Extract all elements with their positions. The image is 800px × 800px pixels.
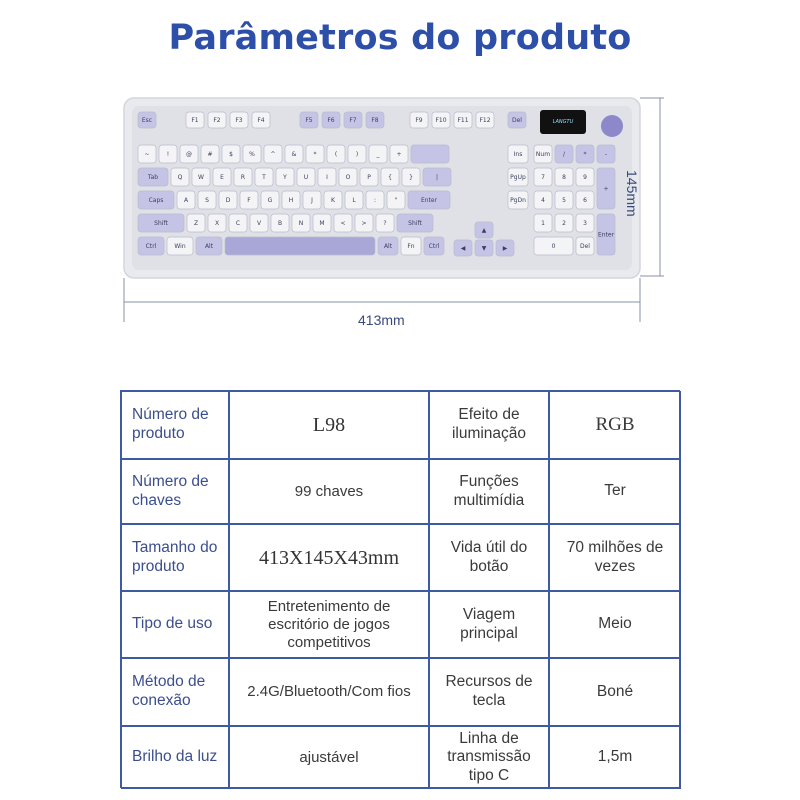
key-arrow-up-label: ▲ [481, 227, 487, 234]
key-r3-5-label: G [267, 197, 273, 204]
width-dimension-label: 413mm [358, 312, 405, 328]
key-fn-4-label: F4 [257, 117, 265, 124]
key-np-9-label: 5 [562, 197, 566, 204]
spec-label-multimedia: Funções multimídia [429, 459, 549, 524]
key-fn-1-label: F1 [191, 117, 199, 124]
key-fn-12-label: F12 [479, 117, 491, 124]
key-r2-11-label: { [388, 174, 392, 181]
spec-label-button-life: Vida útil do botão [429, 524, 549, 591]
spec-label-size: Tamanho do produto [121, 524, 229, 591]
key-np-15-label: 0 [551, 243, 556, 250]
key-nav-2-label: PgDn [510, 197, 526, 204]
key-r1-11-label: _ [376, 151, 380, 158]
key-r4-4-label: V [256, 220, 262, 227]
key-r5-1-label: Win [174, 243, 186, 250]
spec-value-key-count: 99 chaves [229, 459, 429, 524]
key-r5-6-label: Ctrl [428, 243, 440, 250]
key-r4-3-label: C [235, 220, 241, 227]
key-r5-0-label: Ctrl [145, 243, 157, 250]
key-np-3-label: - [604, 151, 608, 158]
key-r1-2-label: @ [186, 151, 192, 158]
key-r1-0-label: ~ [144, 151, 150, 158]
spec-value-multimedia: Ter [549, 459, 681, 524]
spec-label-cable: Linha de transmissão tipo C [429, 726, 549, 789]
key-r4-11-label: Shift [408, 220, 422, 227]
key-spacebar [225, 237, 375, 255]
key-r2-7-label: U [303, 174, 309, 181]
spec-label-connection: Método de conexão [121, 658, 229, 726]
key-r1-9-label: ( [334, 151, 338, 158]
keyboard-image [118, 90, 688, 330]
key-r2-0-label: Tab [147, 174, 159, 181]
key-r3-1-label: A [183, 197, 189, 204]
key-fn-6-label: F6 [327, 117, 335, 124]
key-np-0-label: Num [535, 151, 551, 158]
key-arrow-right-label: ▶ [502, 245, 508, 252]
key-r4-6-label: N [298, 220, 304, 227]
key-np-2-label: * [583, 151, 587, 158]
key-r3-8-label: K [331, 197, 335, 204]
key-r1-12-label: + [396, 151, 402, 158]
key-r4-1-label: Z [193, 220, 199, 227]
key-np-14-label: Enter [597, 231, 615, 239]
spec-label-brightness: Brilho da luz [121, 726, 229, 789]
key-np-5-label: 8 [562, 174, 566, 181]
display-logo: LANGTU [552, 119, 574, 125]
key-fn-0-label: Esc [141, 117, 153, 124]
key-r3-6-label: H [288, 197, 294, 204]
key-r2-2-label: W [198, 174, 204, 181]
key-r2-5-label: T [262, 174, 266, 181]
key-arrow-down-label: ▼ [481, 245, 487, 252]
key-r3-10-label: : [373, 197, 377, 204]
volume-knob [601, 115, 623, 137]
key-np-7-label: + [603, 185, 609, 193]
key-r1-3-label: # [207, 151, 213, 158]
spec-value-lighting: RGB [549, 391, 681, 459]
key-r2-10-label: P [367, 174, 371, 181]
key-fn-5-label: F5 [305, 117, 313, 124]
key-r4-8-label: < [340, 220, 346, 227]
key-r4-0-label: Shift [154, 220, 168, 227]
key-fn-3-label: F3 [235, 117, 243, 124]
key-np-4-label: 7 [541, 174, 545, 181]
key-r4-7-label: M [319, 220, 325, 227]
spec-label-usage: Tipo de uso [121, 591, 229, 658]
key-r5-5-label: Fn [407, 243, 415, 250]
key-fn-7-label: F7 [349, 117, 357, 124]
key-np-8-label: 4 [541, 197, 545, 204]
key-r4-10-label: ? [383, 220, 387, 227]
spec-value-travel: Meio [549, 591, 681, 658]
key-r2-6-label: Y [283, 174, 287, 181]
key-r1-10-label: ) [355, 151, 359, 158]
spec-label-product-number: Número de produto [121, 391, 229, 459]
spec-value-cable: 1,5m [549, 726, 681, 789]
key-fn-13-label: Del [512, 117, 522, 124]
spec-table [120, 390, 680, 788]
key-np-11-label: 1 [541, 220, 545, 227]
key-fn-9-label: F9 [415, 117, 423, 124]
key-r2-13-label: | [435, 174, 439, 181]
key-arrow-left-label: ◀ [460, 245, 466, 252]
key-r2-4-label: R [240, 174, 246, 181]
key-r2-9-label: O [345, 174, 351, 181]
key-r4-5-label: B [277, 220, 283, 227]
key-r3-0-label: Caps [148, 197, 164, 204]
key-np-6-label: 9 [583, 174, 587, 181]
spec-value-usage: Entretenimento de escritório de jogos competitivos [229, 591, 429, 658]
key-fn-11-label: F11 [457, 117, 469, 124]
key-r2-12-label: } [409, 174, 413, 181]
spec-label-lighting: Efeito de iluminação [429, 391, 549, 459]
key-r2-3-label: E [220, 174, 224, 181]
key-r5-2-label: Alt [204, 243, 214, 250]
spec-value-brightness: ajustável [229, 726, 429, 789]
keyboard-diagram [118, 90, 688, 330]
spec-label-key-features: Recursos de tecla [429, 658, 549, 726]
height-dimension-label: 145mm [624, 170, 640, 217]
key-r1-6-label: ^ [270, 151, 276, 158]
spec-value-product-number: L98 [229, 391, 429, 459]
key-np-13-label: 3 [583, 220, 587, 227]
key-r4-9-label: > [361, 220, 367, 227]
key-fn-10-label: F10 [435, 117, 447, 124]
key-r3-2-label: S [205, 197, 209, 204]
key-fn-2-label: F2 [213, 117, 221, 124]
key-r1-8-label: * [313, 151, 317, 158]
spec-label-key-count: Número de chaves [121, 459, 229, 524]
spec-label-travel: Viagem principal [429, 591, 549, 658]
key-r3-12-label: Enter [420, 197, 438, 204]
key-r1-7-label: & [291, 151, 297, 158]
key-r5-4-label: Alt [383, 243, 393, 250]
spec-value-button-life: 70 milhões de vezes [549, 524, 681, 591]
key-np-10-label: 6 [583, 197, 587, 204]
key-r3-3-label: D [225, 197, 231, 204]
key-r3-7-label: J [311, 197, 313, 204]
key-np-16-label: Del [580, 243, 590, 250]
key-nav-1-label: PgUp [510, 174, 526, 181]
key-nav-0-label: Ins [513, 151, 523, 158]
key-np-1-label: / [562, 151, 566, 158]
key-backspace [411, 145, 449, 163]
key-r1-5-label: % [249, 151, 255, 158]
spec-value-connection: 2.4G/Bluetooth/Com fios [229, 658, 429, 726]
key-r4-2-label: X [214, 220, 220, 227]
page-title: Parâmetros do produto [168, 18, 632, 58]
key-r3-4-label: F [247, 197, 251, 204]
key-r3-11-label: " [394, 197, 398, 204]
key-fn-8-label: F8 [371, 117, 379, 124]
spec-value-key-features: Boné [549, 658, 681, 726]
key-np-12-label: 2 [562, 220, 566, 227]
key-r2-1-label: Q [177, 174, 183, 181]
spec-value-size: 413X145X43mm [229, 524, 429, 591]
key-r1-1-label: ! [166, 151, 170, 158]
key-r1-4-label: $ [229, 151, 233, 158]
key-r3-9-label: L [352, 197, 356, 204]
key-r2-8-label: I [326, 174, 328, 181]
